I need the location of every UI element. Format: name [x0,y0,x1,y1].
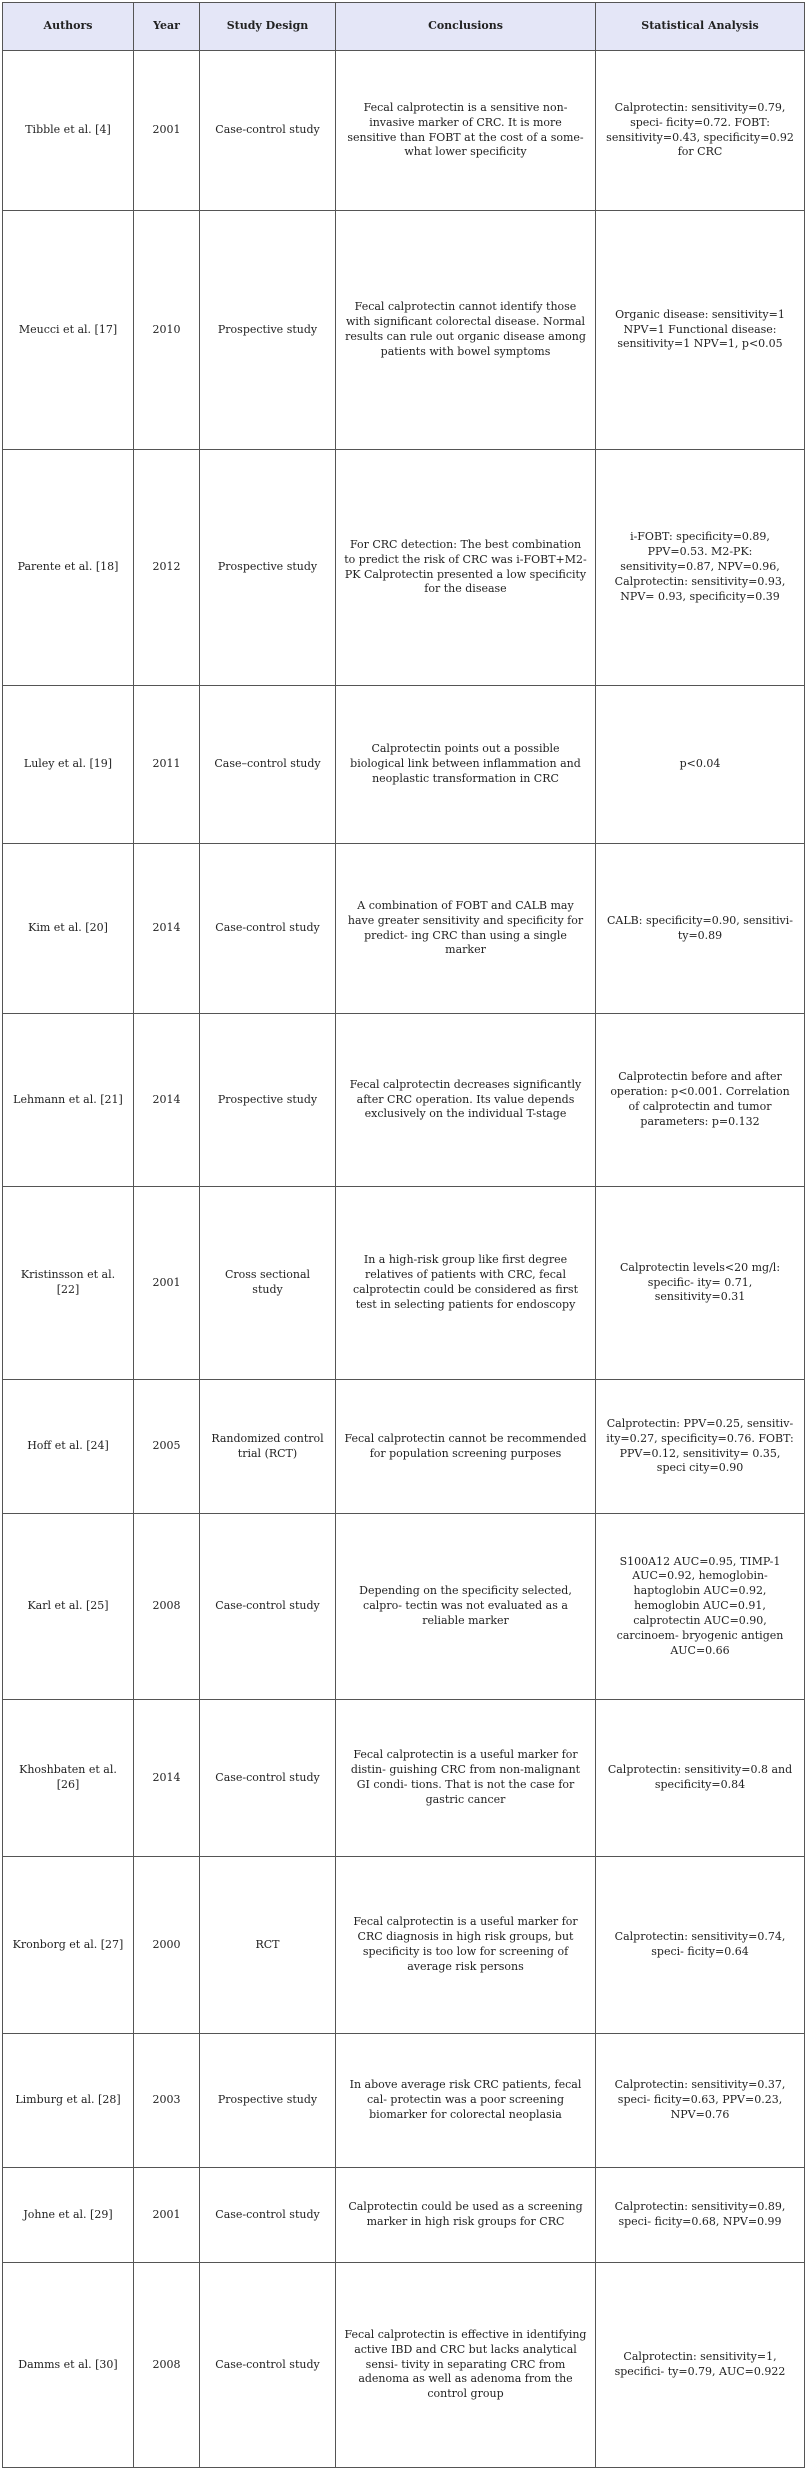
design-cell: Prospective study [200,450,336,686]
author-cell: Lehmann et al. [21] [3,1014,134,1187]
year-cell: 2003 [134,2034,200,2168]
conclusion-cell: Fecal calprotectin is effective in identifying active IBD and CRC but lacks analytical sensi- tivity in separating CRC from adenoma as well as adenoma from the control group [336,2263,596,2468]
stats-cell: CALB: specificity=0.90, sensitivi- ty=0.89 [596,844,805,1014]
author-cell: Limburg et al. [28] [3,2034,134,2168]
year-cell: 2010 [134,211,200,450]
design-cell: Cross sectional study [200,1187,336,1380]
year-cell: 2012 [134,450,200,686]
year-cell: 2011 [134,686,200,844]
table-row [3,2168,805,2263]
conclusion-cell: A combination of FOBT and CALB may have greater sensitivity and specificity for predict- ing CRC than using a single marker [336,844,596,1014]
author-cell: Parente et al. [18] [3,450,134,686]
table-row [3,1187,805,1380]
conclusion-cell: Depending on the specificity selected, calpro- tectin was not evaluated as a reliable marker [336,1514,596,1700]
author-cell: Kristinsson et al. [22] [3,1187,134,1380]
table-row [3,1514,805,1700]
author-cell: Karl et al. [25] [3,1514,134,1700]
table-row [3,844,805,1014]
author-cell: Kim et al. [20] [3,844,134,1014]
header-year: Year [134,3,200,51]
author-cell: Damms et al. [30] [3,2263,134,2468]
table-row [3,686,805,844]
header-conclusions: Conclusions [336,3,596,51]
design-cell: Randomized control trial (RCT) [200,1380,336,1514]
header-row [3,3,805,51]
stats-cell: p<0.04 [596,686,805,844]
year-cell: 2001 [134,1187,200,1380]
year-cell: 2000 [134,1857,200,2034]
design-cell: Prospective study [200,211,336,450]
conclusion-cell: Fecal calprotectin cannot be recommended for population screening purposes [336,1380,596,1514]
design-cell: Prospective study [200,2034,336,2168]
design-cell: Case-control study [200,1700,336,1857]
stats-cell: Calprotectin before and after operation: p<0.001. Correlation of calprotectin and tumor parameters: p=0.132 [596,1014,805,1187]
table-row [3,1380,805,1514]
year-cell: 2008 [134,1514,200,1700]
conclusion-cell: Fecal calprotectin decreases significantly after CRC operation. Its value depends exclusively on the individual T-stage [336,1014,596,1187]
year-cell: 2001 [134,2168,200,2263]
design-cell: Case-control study [200,2168,336,2263]
conclusion-cell: Fecal calprotectin cannot identify those with significant colorectal disease. Normal results can rule out organic disease among patients with bowel symptoms [336,211,596,450]
table-row [3,1014,805,1187]
design-cell: RCT [200,1857,336,2034]
author-cell: Kronborg et al. [27] [3,1857,134,2034]
table-row [3,1700,805,1857]
table-row [3,211,805,450]
stats-cell: S100A12 AUC=0.95, TIMP-1 AUC=0.92, hemoglobin-haptoglobin AUC=0.92, hemoglobin AUC=0.91, calprotectin AUC=0.90, carcinoem- bryogenic antigen AUC=0.66 [596,1514,805,1700]
stats-cell: Calprotectin: sensitivity=0.89, speci- ficity=0.68, NPV=0.99 [596,2168,805,2263]
author-cell: Khoshbaten et al. [26] [3,1700,134,1857]
stats-cell: Calprotectin: sensitivity=0.79, speci- ficity=0.72. FOBT: sensitivity=0.43, specificity=0.92 for CRC [596,51,805,211]
author-cell: Meucci et al. [17] [3,211,134,450]
conclusion-cell: Fecal calprotectin is a useful marker for CRC diagnosis in high risk groups, but specificity is too low for screening of average risk persons [336,1857,596,2034]
table-row [3,2034,805,2168]
table-row [3,450,805,686]
table-row [3,51,805,211]
stats-cell: Calprotectin: sensitivity=0.37, speci- ficity=0.63, PPV=0.23, NPV=0.76 [596,2034,805,2168]
conclusion-cell: Fecal calprotectin is a sensitive non-invasive marker of CRC. It is more sensitive than FOBT at the cost of a some- what lower specificity [336,51,596,211]
stats-cell: Calprotectin: sensitivity=0.74, speci- ficity=0.64 [596,1857,805,2034]
design-cell: Case-control study [200,2263,336,2468]
conclusion-cell: In a high-risk group like first degree relatives of patients with CRC, fecal calprotectin could be considered as first test in selecting patients for endoscopy [336,1187,596,1380]
author-cell: Hoff et al. [24] [3,1380,134,1514]
design-cell: Prospective study [200,1014,336,1187]
year-cell: 2005 [134,1380,200,1514]
table-row [3,2263,805,2468]
stats-cell: Organic disease: sensitivity=1 NPV=1 Functional disease: sensitivity=1 NPV=1, p<0.05 [596,211,805,450]
conclusion-cell: For CRC detection: The best combination to predict the risk of CRC was i-FOBT+M2-PK Calprotectin presented a low specificity for the disease [336,450,596,686]
stats-cell: Calprotectin: PPV=0.25, sensitiv- ity=0.27, specificity=0.76. FOBT: PPV=0.12, sensitivity= 0.35, speci city=0.90 [596,1380,805,1514]
year-cell: 2014 [134,1014,200,1187]
header-study-design: Study Design [200,3,336,51]
header-authors: Authors [3,3,134,51]
header-statistical-analysis: Statistical Analysis [596,3,805,51]
conclusion-cell: In above average risk CRC patients, fecal cal- protectin was a poor screening biomarker for colorectal neoplasia [336,2034,596,2168]
design-cell: Case-control study [200,51,336,211]
conclusion-cell: Calprotectin points out a possible biological link between inflammation and neoplastic transformation in CRC [336,686,596,844]
conclusion-cell: Fecal calprotectin is a useful marker for distin- guishing CRC from non-malignant GI condi- tions. That is not the case for gastric cancer [336,1700,596,1857]
conclusion-cell: Calprotectin could be used as a screening marker in high risk groups for CRC [336,2168,596,2263]
studies-table [2,2,805,2468]
author-cell: Johne et al. [29] [3,2168,134,2263]
table-row [3,1857,805,2034]
author-cell: Luley et al. [19] [3,686,134,844]
design-cell: Case–control study [200,686,336,844]
design-cell: Case-control study [200,1514,336,1700]
stats-cell: Calprotectin: sensitivity=0.8 and specificity=0.84 [596,1700,805,1857]
year-cell: 2008 [134,2263,200,2468]
year-cell: 2014 [134,1700,200,1857]
stats-cell: i-FOBT: specificity=0.89, PPV=0.53. M2-PK: sensitivity=0.87, NPV=0.96, Calprotectin: sensitivity=0.93, NPV= 0.93, specificity=0.39 [596,450,805,686]
design-cell: Case-control study [200,844,336,1014]
stats-cell: Calprotectin levels<20 mg/l: specific- ity= 0.71, sensitivity=0.31 [596,1187,805,1380]
stats-cell: Calprotectin: sensitivity=1, specifici- ty=0.79, AUC=0.922 [596,2263,805,2468]
year-cell: 2001 [134,51,200,211]
author-cell: Tibble et al. [4] [3,51,134,211]
year-cell: 2014 [134,844,200,1014]
